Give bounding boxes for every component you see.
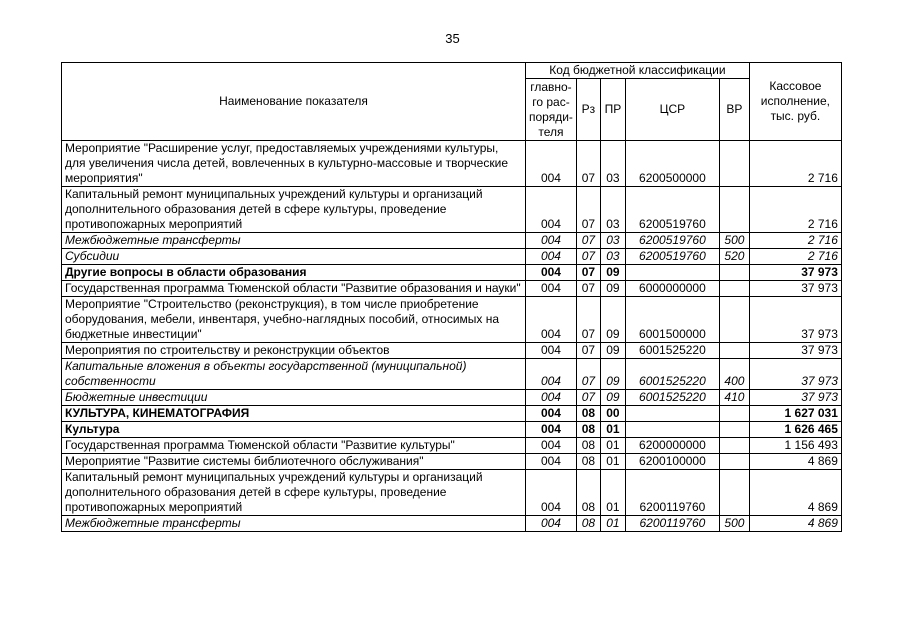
cell-amount: 1 627 031 bbox=[749, 406, 841, 422]
cell-amount: 4 869 bbox=[749, 470, 841, 516]
cell-glav: 004 bbox=[526, 470, 577, 516]
table-row bbox=[62, 422, 842, 438]
header-amount: Кассовое исполнение, тыс. руб. bbox=[749, 63, 841, 141]
cell-csr bbox=[625, 406, 719, 422]
cell-glav: 004 bbox=[526, 359, 577, 390]
cell-vr bbox=[719, 297, 749, 343]
cell-rz: 08 bbox=[576, 470, 600, 516]
header-pr: ПР bbox=[600, 79, 625, 141]
cell-pr: 09 bbox=[600, 265, 625, 281]
cell-name: Капитальный ремонт муниципальных учреждений культуры и организаций дополнительного образования детей в сфере культуры, проведение противопожарных мероприятий bbox=[62, 470, 526, 516]
cell-csr: 6200519760 bbox=[625, 233, 719, 249]
cell-name: Мероприятия по строительству и реконструкции объектов bbox=[62, 343, 526, 359]
page-number: 35 bbox=[445, 31, 460, 46]
cell-name: Мероприятие "Расширение услуг, предоставляемых учреждениями культуры, для увеличения числа детей, вовлеченных в культурно-массовые и творческие мероприятия" bbox=[62, 141, 526, 187]
cell-glav: 004 bbox=[526, 233, 577, 249]
cell-amount: 37 973 bbox=[749, 343, 841, 359]
cell-pr: 09 bbox=[600, 359, 625, 390]
cell-csr: 6000000000 bbox=[625, 281, 719, 297]
cell-glav: 004 bbox=[526, 406, 577, 422]
cell-amount: 1 156 493 bbox=[749, 438, 841, 454]
cell-name: Государственная программа Тюменской области "Развитие культуры" bbox=[62, 438, 526, 454]
cell-rz: 08 bbox=[576, 438, 600, 454]
cell-name: Капитальные вложения в объекты государственной (муниципальной) собственности bbox=[62, 359, 526, 390]
cell-glav: 004 bbox=[526, 297, 577, 343]
cell-glav: 004 bbox=[526, 516, 577, 532]
table-row bbox=[62, 141, 842, 187]
table-row bbox=[62, 359, 842, 390]
cell-vr bbox=[719, 438, 749, 454]
table-row bbox=[62, 454, 842, 470]
header-vr: ВР bbox=[719, 79, 749, 141]
header-code-group: Код бюджетной классификации bbox=[526, 63, 750, 79]
table-row bbox=[62, 390, 842, 406]
cell-csr: 6200000000 bbox=[625, 438, 719, 454]
cell-csr: 6200500000 bbox=[625, 141, 719, 187]
cell-vr bbox=[719, 406, 749, 422]
cell-name: Другие вопросы в области образования bbox=[62, 265, 526, 281]
cell-glav: 004 bbox=[526, 422, 577, 438]
cell-rz: 08 bbox=[576, 422, 600, 438]
cell-csr: 6200100000 bbox=[625, 454, 719, 470]
cell-name: Капитальный ремонт муниципальных учреждений культуры и организаций дополнительного образования детей в сфере культуры, проведение противопожарных мероприятий bbox=[62, 187, 526, 233]
cell-vr bbox=[719, 265, 749, 281]
cell-csr: 6200519760 bbox=[625, 187, 719, 233]
cell-name: Культура bbox=[62, 422, 526, 438]
table-row bbox=[62, 187, 842, 233]
cell-glav: 004 bbox=[526, 454, 577, 470]
cell-name: Межбюджетные трансферты bbox=[62, 516, 526, 532]
cell-name: Субсидии bbox=[62, 249, 526, 265]
cell-amount: 4 869 bbox=[749, 454, 841, 470]
cell-vr bbox=[719, 422, 749, 438]
cell-amount: 2 716 bbox=[749, 187, 841, 233]
cell-amount: 1 626 465 bbox=[749, 422, 841, 438]
cell-rz: 07 bbox=[576, 141, 600, 187]
cell-glav: 004 bbox=[526, 438, 577, 454]
cell-pr: 01 bbox=[600, 454, 625, 470]
cell-csr: 6001525220 bbox=[625, 343, 719, 359]
budget-table bbox=[61, 62, 842, 532]
cell-vr bbox=[719, 141, 749, 187]
cell-csr: 6200119760 bbox=[625, 470, 719, 516]
table-row bbox=[62, 265, 842, 281]
header-name: Наименование показателя bbox=[62, 63, 526, 141]
cell-amount: 37 973 bbox=[749, 281, 841, 297]
cell-amount: 37 973 bbox=[749, 359, 841, 390]
table-row bbox=[62, 470, 842, 516]
cell-rz: 07 bbox=[576, 297, 600, 343]
cell-pr: 09 bbox=[600, 281, 625, 297]
cell-csr bbox=[625, 422, 719, 438]
cell-rz: 08 bbox=[576, 516, 600, 532]
cell-rz: 07 bbox=[576, 187, 600, 233]
cell-pr: 09 bbox=[600, 297, 625, 343]
header-csr: ЦСР bbox=[625, 79, 719, 141]
cell-rz: 07 bbox=[576, 233, 600, 249]
cell-pr: 03 bbox=[600, 187, 625, 233]
cell-amount: 37 973 bbox=[749, 297, 841, 343]
cell-csr: 6001525220 bbox=[625, 359, 719, 390]
cell-pr: 03 bbox=[600, 233, 625, 249]
header-rz: Рз bbox=[576, 79, 600, 141]
cell-csr bbox=[625, 265, 719, 281]
cell-pr: 03 bbox=[600, 249, 625, 265]
cell-vr: 400 bbox=[719, 359, 749, 390]
cell-vr bbox=[719, 343, 749, 359]
cell-vr bbox=[719, 187, 749, 233]
cell-rz: 07 bbox=[576, 281, 600, 297]
cell-glav: 004 bbox=[526, 343, 577, 359]
cell-glav: 004 bbox=[526, 265, 577, 281]
cell-pr: 09 bbox=[600, 390, 625, 406]
cell-csr: 6001500000 bbox=[625, 297, 719, 343]
cell-vr: 500 bbox=[719, 516, 749, 532]
table-row bbox=[62, 406, 842, 422]
table-row bbox=[62, 249, 842, 265]
cell-rz: 07 bbox=[576, 343, 600, 359]
cell-vr bbox=[719, 454, 749, 470]
cell-amount: 37 973 bbox=[749, 390, 841, 406]
cell-csr: 6001525220 bbox=[625, 390, 719, 406]
cell-name: Бюджетные инвестиции bbox=[62, 390, 526, 406]
cell-glav: 004 bbox=[526, 281, 577, 297]
cell-amount: 2 716 bbox=[749, 249, 841, 265]
cell-amount: 2 716 bbox=[749, 141, 841, 187]
cell-csr: 6200119760 bbox=[625, 516, 719, 532]
cell-vr bbox=[719, 470, 749, 516]
cell-pr: 01 bbox=[600, 516, 625, 532]
cell-rz: 07 bbox=[576, 249, 600, 265]
table-row bbox=[62, 438, 842, 454]
cell-rz: 07 bbox=[576, 359, 600, 390]
cell-pr: 09 bbox=[600, 343, 625, 359]
cell-vr bbox=[719, 281, 749, 297]
cell-pr: 01 bbox=[600, 438, 625, 454]
cell-pr: 03 bbox=[600, 141, 625, 187]
table-row bbox=[62, 343, 842, 359]
cell-rz: 07 bbox=[576, 390, 600, 406]
table-row bbox=[62, 297, 842, 343]
cell-vr: 500 bbox=[719, 233, 749, 249]
cell-amount: 37 973 bbox=[749, 265, 841, 281]
cell-glav: 004 bbox=[526, 390, 577, 406]
cell-glav: 004 bbox=[526, 141, 577, 187]
table-row bbox=[62, 233, 842, 249]
cell-pr: 01 bbox=[600, 470, 625, 516]
cell-csr: 6200519760 bbox=[625, 249, 719, 265]
cell-rz: 08 bbox=[576, 454, 600, 470]
cell-amount: 4 869 bbox=[749, 516, 841, 532]
cell-rz: 08 bbox=[576, 406, 600, 422]
cell-glav: 004 bbox=[526, 249, 577, 265]
cell-name: Межбюджетные трансферты bbox=[62, 233, 526, 249]
table-row bbox=[62, 281, 842, 297]
cell-pr: 01 bbox=[600, 422, 625, 438]
cell-name: Государственная программа Тюменской области "Развитие образования и науки" bbox=[62, 281, 526, 297]
table-row bbox=[62, 516, 842, 532]
cell-rz: 07 bbox=[576, 265, 600, 281]
cell-pr: 00 bbox=[600, 406, 625, 422]
cell-name: КУЛЬТУРА, КИНЕМАТОГРАФИЯ bbox=[62, 406, 526, 422]
header-glav: главно-го рас-поряди-теля bbox=[526, 79, 577, 141]
cell-amount: 2 716 bbox=[749, 233, 841, 249]
table-body bbox=[62, 141, 842, 532]
cell-vr: 410 bbox=[719, 390, 749, 406]
cell-name: Мероприятие "Развитие системы библиотечного обслуживания" bbox=[62, 454, 526, 470]
cell-name: Мероприятие "Строительство (реконструкция), в том числе приобретение оборудования, мебели, инвентаря, учебно-наглядных пособий, относимых на бюджетные инвестиции" bbox=[62, 297, 526, 343]
cell-vr: 520 bbox=[719, 249, 749, 265]
cell-glav: 004 bbox=[526, 187, 577, 233]
